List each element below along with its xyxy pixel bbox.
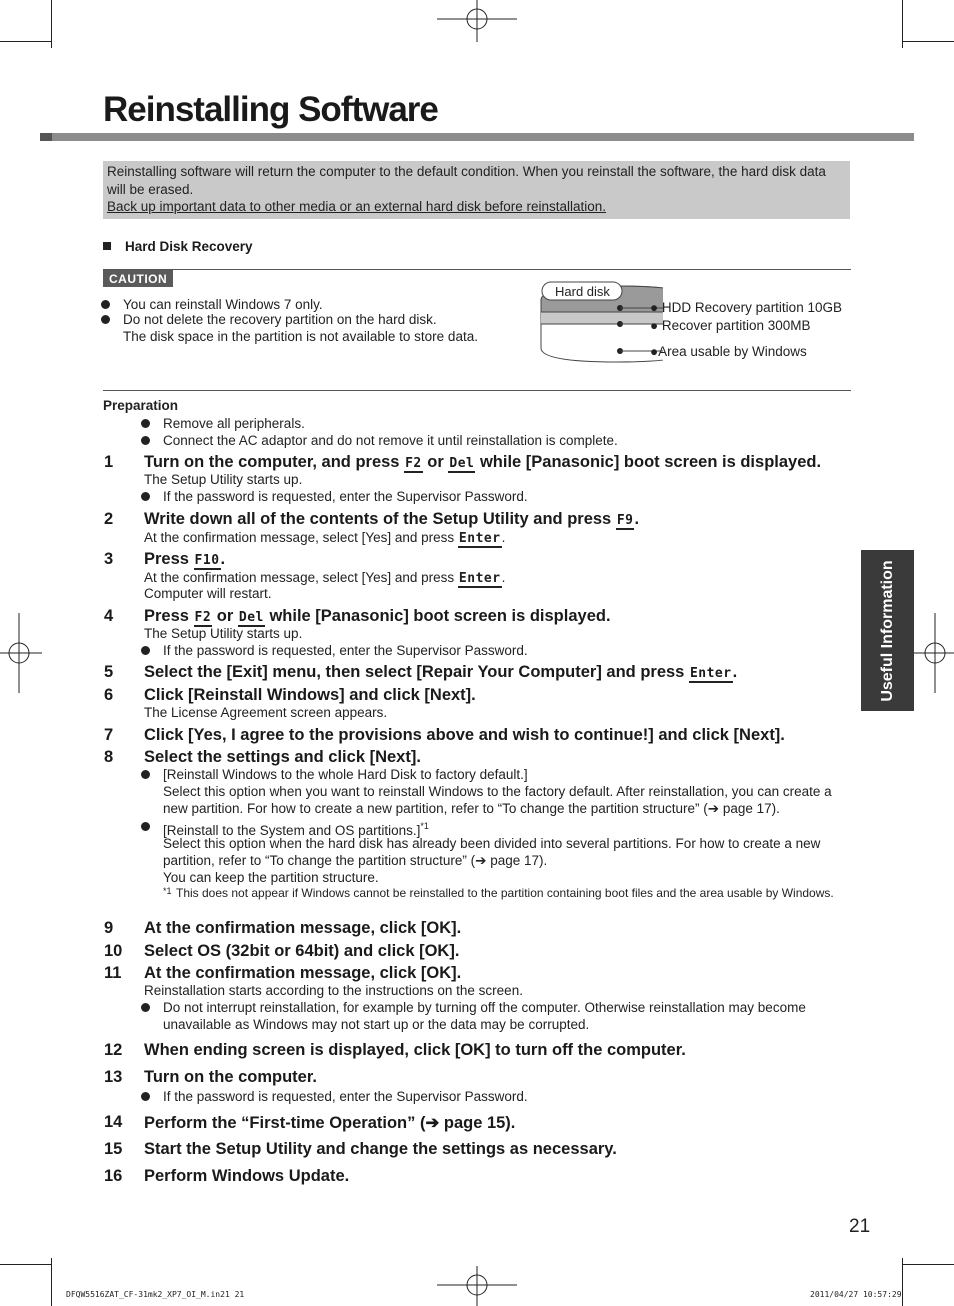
step-bullet: If the password is requested, enter the Supervisor Password. [163, 643, 528, 658]
step-number: 9 [104, 919, 114, 937]
caution-badge: CAUTION [103, 270, 173, 287]
step-text: The Setup Utility starts up. [144, 472, 303, 487]
key-enter: Enter [458, 531, 501, 546]
key-del: Del [449, 456, 475, 471]
page-number: 21 [849, 1216, 871, 1237]
crop-mark [0, 1264, 52, 1265]
crop-mark [902, 41, 954, 42]
caution-item: You can reinstall Windows 7 only. [123, 297, 323, 312]
step-bullet: [Reinstall to the System and OS partitions.]$^{*1}$ [163, 818, 429, 839]
step-number: 4 [104, 607, 114, 625]
disk-label: Hard disk [555, 284, 610, 299]
step-number: 5 [104, 663, 114, 681]
partition-label-3: ●Area usable by Windows [650, 344, 807, 359]
crop-mark [0, 41, 52, 42]
step-number: 15 [104, 1140, 123, 1158]
step-heading: At the confirmation message, click [OK]. [144, 964, 462, 982]
registration-mark-top [437, 0, 517, 42]
partition-label-1: ● HDD Recovery partition 10GB [650, 300, 842, 315]
step-bullet: If the password is requested, enter the Supervisor Password. [163, 1089, 528, 1104]
step-heading: Select the [Exit] menu, then select [Repair Your Computer] and press Enter. [144, 663, 738, 681]
partition-label-2: ● Recover partition 300MB [650, 318, 811, 333]
step-heading: When ending screen is displayed, click [OK] to turn off the computer. [144, 1041, 686, 1059]
step-heading: Click [Yes, I agree to the provisions above and wish to continue!] and click [Next]. [144, 726, 785, 744]
step-number: 1 [104, 453, 114, 471]
step-number: 14 [104, 1113, 123, 1131]
step-text: At the confirmation message, select [Yes] and press Enter. [144, 570, 506, 586]
side-tab [861, 550, 914, 711]
step-number: 7 [104, 726, 114, 744]
key-f2: F2 [194, 610, 212, 625]
footnote-mark: *1 [163, 886, 172, 896]
step-number: 2 [104, 510, 114, 528]
square-bullet-icon [103, 242, 111, 250]
step-heading: Write down all of the contents of the Setup Utility and press F9. [144, 510, 640, 528]
title-bar-accent [40, 133, 52, 141]
step-bullet: [Reinstall Windows to the whole Hard Disk to factory default.] [163, 767, 528, 782]
step-heading: At the confirmation message, click [OK]. [144, 919, 462, 937]
registration-mark-bottom [437, 1266, 517, 1306]
crop-mark [902, 1258, 903, 1306]
step-heading: Turn on the computer. [144, 1068, 317, 1086]
key-f9: F9 [616, 513, 634, 528]
crop-mark [51, 0, 52, 48]
caution-item: Do not delete the recovery partition on the hard disk. [123, 312, 437, 327]
intro-warning: Back up important data to other media or an external hard disk before reinstallation. [107, 199, 607, 214]
step-number: 3 [104, 550, 114, 568]
step-text: Computer will restart. [144, 586, 272, 601]
key-f10: F10 [194, 553, 220, 568]
step-bullet-detail: Select this option when the hard disk has already been divided into several partitions. For how to create a new partition, refer to “To change the partition structure” (➔ page 17). [163, 836, 821, 868]
key-del: Del [238, 610, 264, 625]
section-heading [103, 239, 253, 254]
step-number: 16 [104, 1167, 123, 1185]
key-f2: F2 [405, 456, 422, 471]
step-heading: Perform the “First-time Operation” (➔ page 15). [144, 1114, 516, 1132]
step-number: 8 [104, 748, 114, 766]
caution-top-rule [103, 269, 851, 270]
footer-timestamp: 2011/04/27 10:57:29 [810, 1290, 902, 1299]
step-heading: Perform Windows Update. [144, 1167, 350, 1185]
step-text: Reinstallation starts according to the instructions on the screen. [144, 983, 523, 998]
crop-mark [51, 1258, 52, 1306]
step-text: The Setup Utility starts up. [144, 626, 303, 641]
preparation-heading: Preparation [103, 398, 179, 413]
intro-box [103, 161, 850, 219]
step-text: The License Agreement screen appears. [144, 705, 388, 720]
step-heading: Click [Reinstall Windows] and click [Next]. [144, 686, 476, 704]
crop-mark [902, 1264, 954, 1265]
step-heading: Turn on the computer, and press F2 or Del while [Panasonic] boot screen is displayed. [144, 453, 822, 471]
step-heading: Select OS (32bit or 64bit) and click [OK]. [144, 942, 460, 960]
intro-text: Reinstalling software will return the computer to the default condition. When you reinstall the software, the hard disk data will be erased. [107, 164, 826, 197]
key-enter: Enter [458, 571, 501, 586]
footnote-text: This does not appear if Windows cannot be reinstalled to the partition containing boot files and the area usable by Windows. [176, 886, 834, 900]
step-bullet-detail: You can keep the partition structure. [163, 870, 379, 885]
crop-mark [902, 0, 903, 48]
step-heading: Press F2 or Del while [Panasonic] boot screen is displayed. [144, 607, 611, 625]
prep-item: Connect the AC adaptor and do not remove it until reinstallation is complete. [163, 433, 618, 448]
page-title: Reinstalling Software [103, 90, 438, 129]
section-title: Hard Disk Recovery [125, 239, 253, 254]
registration-mark-right [912, 613, 954, 693]
step-number: 11 [104, 964, 122, 982]
side-tab-label: Useful Information [878, 559, 896, 702]
caution-bottom-rule [103, 390, 851, 391]
step-heading: Start the Setup Utility and change the settings as necessary. [144, 1140, 617, 1158]
step-bullet: Do not interrupt reinstallation, for example by turning off the computer. Otherwise reinstallation may become unavailable as Windows may not start up or the data may be corrupted. [163, 999, 853, 1033]
step-text: At the confirmation message, select [Yes] and press Enter. [144, 530, 506, 546]
step-heading: Press F10. [144, 550, 226, 568]
prep-item: Remove all peripherals. [163, 416, 305, 431]
step-heading: Select the settings and click [Next]. [144, 748, 421, 766]
step-number: 10 [104, 942, 123, 960]
step-number: 6 [104, 686, 114, 704]
step-number: 13 [104, 1068, 123, 1086]
caution-item-detail: The disk space in the partition is not available to store data. [123, 329, 478, 344]
registration-mark-left [0, 613, 42, 693]
footer-file: DFQW5516ZAT_CF-31mk2_XP7_OI_M.in21 21 [66, 1290, 245, 1299]
key-enter: Enter [689, 666, 732, 681]
step-number: 12 [104, 1041, 123, 1059]
step-bullet: If the password is requested, enter the Supervisor Password. [163, 489, 528, 504]
step-bullet-detail: Select this option when you want to reinstall Windows to the factory default. After reinstallation, you can create a new partition. For how to create a new partition, refer to “To change the partition structure” (➔ page 17). [163, 784, 832, 816]
title-bar [40, 133, 914, 141]
